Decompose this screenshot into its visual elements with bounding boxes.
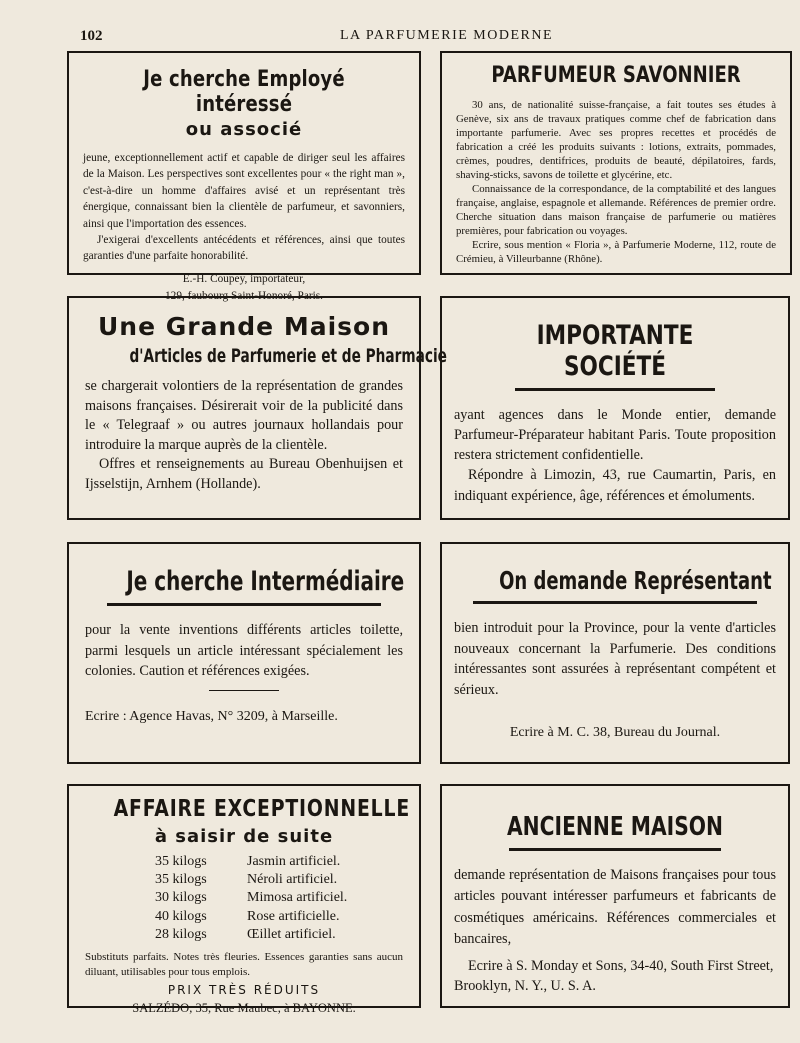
- ad-importante-societe: [440, 296, 790, 520]
- ad-signature: SALZÉDO, 35, Rue Maubec, à BAYONNE.: [132, 1000, 356, 1015]
- ad-paragraph: se chargerait volontiers de la représentation de grandes maisons françaises. Désirerait voir de la publicité dans le « Telegraaf » ou autres journaux hollandais pour introduire la marque auprès de la clientèle.: [85, 378, 403, 453]
- item-name: Mimosa artificiel.: [247, 890, 348, 906]
- list-item: [155, 889, 403, 907]
- signature-line: 129, faubourg Saint-Honoré, Paris.: [165, 289, 323, 302]
- ad-paragraph: ayant agences dans le Monde entier, demande Parfumeur-Préparateur habitant Paris. Toute proposition restera strictement confidentielle.: [454, 407, 776, 464]
- ad-paragraph: Offres et renseignements au Bureau Obenhuijsen et Ijsselstijn, Arnhem (Hollande).: [85, 456, 403, 492]
- ad-footer: Ecrire à M. C. 38, Bureau du Journal.: [509, 724, 721, 740]
- ad-rule: [515, 388, 715, 391]
- item-name: Œillet artificiel.: [247, 926, 336, 942]
- ad-representant: [440, 542, 790, 764]
- product-list: [155, 853, 403, 944]
- item-name: Rose artificielle.: [247, 908, 340, 924]
- ad-rule: [473, 601, 756, 604]
- ad-paragraph: Répondre à Limozin, 43, rue Caumartin, Paris, en indiquant expérience, âge, références et émoluments.: [454, 467, 776, 504]
- ad-employe-interesse: [67, 51, 421, 302]
- ad-affaire-exceptionnelle: [67, 784, 421, 1015]
- ad-ancienne-maison: [440, 784, 790, 1008]
- ad-footer: Ecrire : Agence Havas, N° 3209, à Marseille.: [85, 709, 338, 725]
- ad-intermediaire: [67, 542, 421, 764]
- item-quantity: 30 kilogs: [155, 890, 207, 906]
- page-number: 102: [80, 28, 103, 44]
- journal-title: LA PARFUMERIE MODERNE: [340, 28, 554, 43]
- list-item: [155, 871, 403, 889]
- item-quantity: 35 kilogs: [155, 872, 207, 888]
- price-line: PRIX TRÈS RÉDUITS: [167, 982, 321, 997]
- ad-paragraph: demande représentation de Maisons françaises pour tous articles pouvant intéresser parfumeurs et fabricants de cosmétiques américains. Références commerciales et bancaires,: [454, 867, 776, 947]
- ad-subtitle: d'Articles de Parfumerie et de Pharmacie: [129, 345, 447, 367]
- ad-title: Une Grande Maison: [98, 312, 390, 341]
- ad-rule: [509, 848, 722, 851]
- item-quantity: 35 kilogs: [155, 854, 207, 869]
- ad-title: Je cherche Employé intéressé: [143, 67, 345, 117]
- ad-rule: [107, 603, 380, 606]
- ad-paragraph: pour la vente inventions différents articles toilette, parmi lesquels un article intéressant spécialement les colonies. Caution et références exigées.: [85, 622, 403, 680]
- ad-title: IMPORTANTE SOCIÉTÉ: [536, 320, 694, 382]
- ad-subtitle: à saisir de suite: [154, 826, 334, 847]
- item-name: Néroli artificiel.: [247, 872, 338, 888]
- ad-parfumeur-savonnier: [440, 51, 792, 275]
- page-header: [70, 28, 790, 48]
- ad-title: Je cherche Intermédiaire: [126, 566, 405, 597]
- ad-paragraph: bien introduit pour la Province, pour la vente d'articles nouveaux concernant la Parfumerie. Des conditions intéressantes sont assurées à représentant compétent et sérieux.: [454, 620, 776, 699]
- ad-title: AFFAIRE EXCEPTIONNELLE: [113, 796, 411, 822]
- ad-title: PARFUMEUR SAVONNIER: [491, 63, 741, 88]
- ad-paragraph: J'exigerai d'excellents antécédents et références, ainsi que toutes garanties d'une parfaite honorabilité.: [83, 233, 405, 263]
- item-quantity: 28 kilogs: [155, 926, 207, 942]
- ad-separator: [209, 690, 279, 691]
- item-quantity: 40 kilogs: [155, 908, 207, 924]
- ad-title: On demande Représentant: [499, 566, 772, 595]
- list-item: [155, 908, 403, 926]
- ad-note: Substituts parfaits. Notes très fleuries. Essences garanties sans aucun diluant, utilisables pour tous emplois.: [85, 950, 403, 979]
- ad-paragraph: jeune, exceptionnellement actif et capable de diriger seul les affaires de la Maison. Les perspectives sont excellentes pour « the right man », c'est-à-dire un homme d'affaires avisé et un représentant très énergique, connaissant bien la clientèle de parfumeur, et savonniers, ainsi que l'importation des essences.: [83, 152, 405, 230]
- ad-footer: Ecrire à S. Monday et Sons, 34-40, South First Street, Brooklyn, N. Y., U. S. A.: [454, 958, 774, 995]
- ad-paragraph: Connaissance de la correspondance, de la comptabilité et des langues française, anglaise, espagnole et allemande. Références de premier ordre. Cherche situation dans maison française de parfumerie ou matières premières, pour fabrication ou voyages.: [456, 183, 776, 238]
- ad-grande-maison: [67, 296, 447, 520]
- list-item: [155, 853, 403, 871]
- ad-paragraph: 30 ans, de nationalité suisse-française, a fait toutes ses études à Genève, six ans de travaux pratiques comme chef de fabrication dans importante parfumerie. Avec ses propres recettes et procédés de fabrication a créé les produits suivants : lotions, extraits, pommades, crèmes, poudres, dentifrices, produits de beauté, dépilatoires, fards, shaving-sticks, savons de toilette et glycérine, etc.: [456, 99, 776, 182]
- ad-subtitle: ou associé: [185, 119, 303, 140]
- item-name: Jasmin artificiel.: [247, 854, 341, 869]
- ad-paragraph: Ecrire, sous mention « Floria », à Parfumerie Moderne, 112, route de Crémieu, à Villeurbanne (Rhône).: [456, 239, 776, 266]
- signature-line: E.-H. Coupey, importateur,: [182, 272, 306, 285]
- list-item: [155, 926, 403, 944]
- ad-title: ANCIENNE MAISON: [506, 812, 724, 842]
